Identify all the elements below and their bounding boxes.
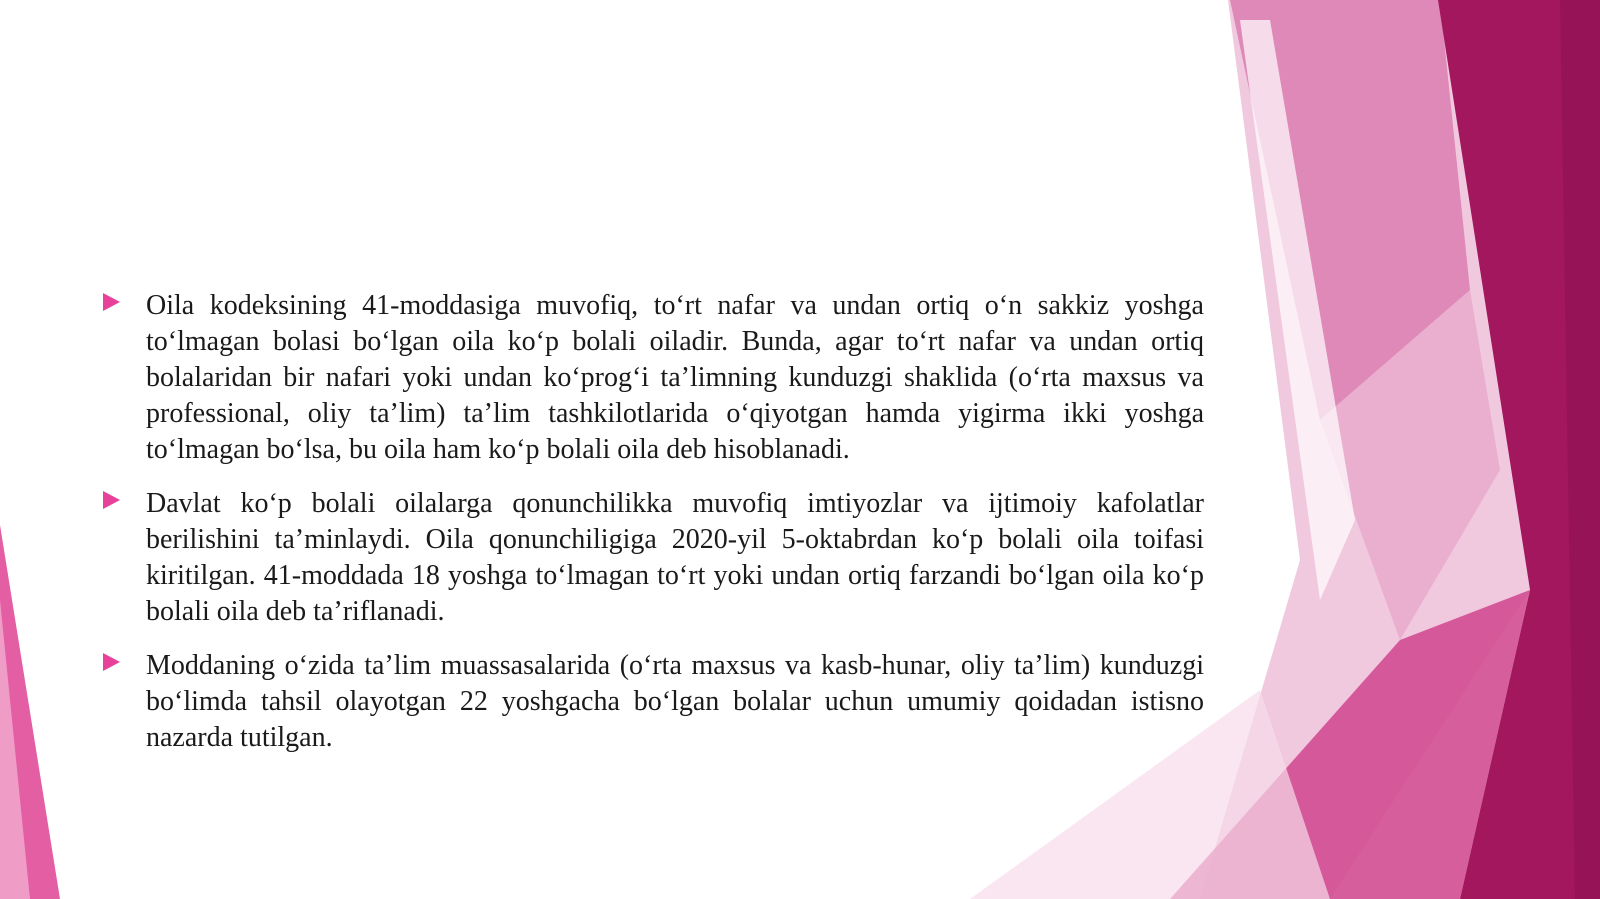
triangle-bullet-icon (103, 491, 120, 509)
bullet-text: Oila kodeksining 41-moddasiga muvofiq, to‘rt nafar va undan ortiq o‘n sakkiz yoshga to‘lmagan bolasi bo‘lgan oila ko‘p bolali oiladir. Bunda, agar to‘rt nafar va undan ortiq bolalaridan bir nafari yoki undan ko‘prog‘i ta’limning kunduzgi shaklida (o‘rta maxsus va professional, oliy ta’lim) ta’lim tashkilotlarida o‘qiyotgan hamda yigirma ikki yoshga to‘lmagan bo‘lsa, bu oila ham ko‘p bolali oila deb hisoblanadi. (146, 290, 1204, 465)
triangle-bullet-icon (103, 653, 120, 671)
bullet-item-3 (100, 648, 1204, 756)
bullet-item-1 (100, 288, 1204, 468)
bullet-list (100, 288, 1204, 774)
bullet-text: Davlat ko‘p bolali oilalarga qonunchilikka muvofiq imtiyozlar va ijtimoiy kafolatlar berilishini ta’minlaydi. Oila qonunchiligiga 2020-yil 5-oktabrdan ko‘p bolali oila toifasi kiritilgan. 41-moddada 18 yoshga to‘lmagan to‘rt yoki undan ortiq farzandi bo‘lgan oila ko‘p bolali oila deb ta’riflanadi. (146, 488, 1204, 627)
bullet-item-2 (100, 486, 1204, 630)
triangle-bullet-icon (103, 293, 120, 311)
bullet-text: Moddaning o‘zida ta’lim muassasalarida (o‘rta maxsus va kasb-hunar, oliy ta’lim) kunduzgi bo‘limda tahsil olayotgan 22 yoshgacha bo‘lgan bolalar uchun umumiy qoidadan istisno nazarda tutilgan. (146, 650, 1204, 753)
